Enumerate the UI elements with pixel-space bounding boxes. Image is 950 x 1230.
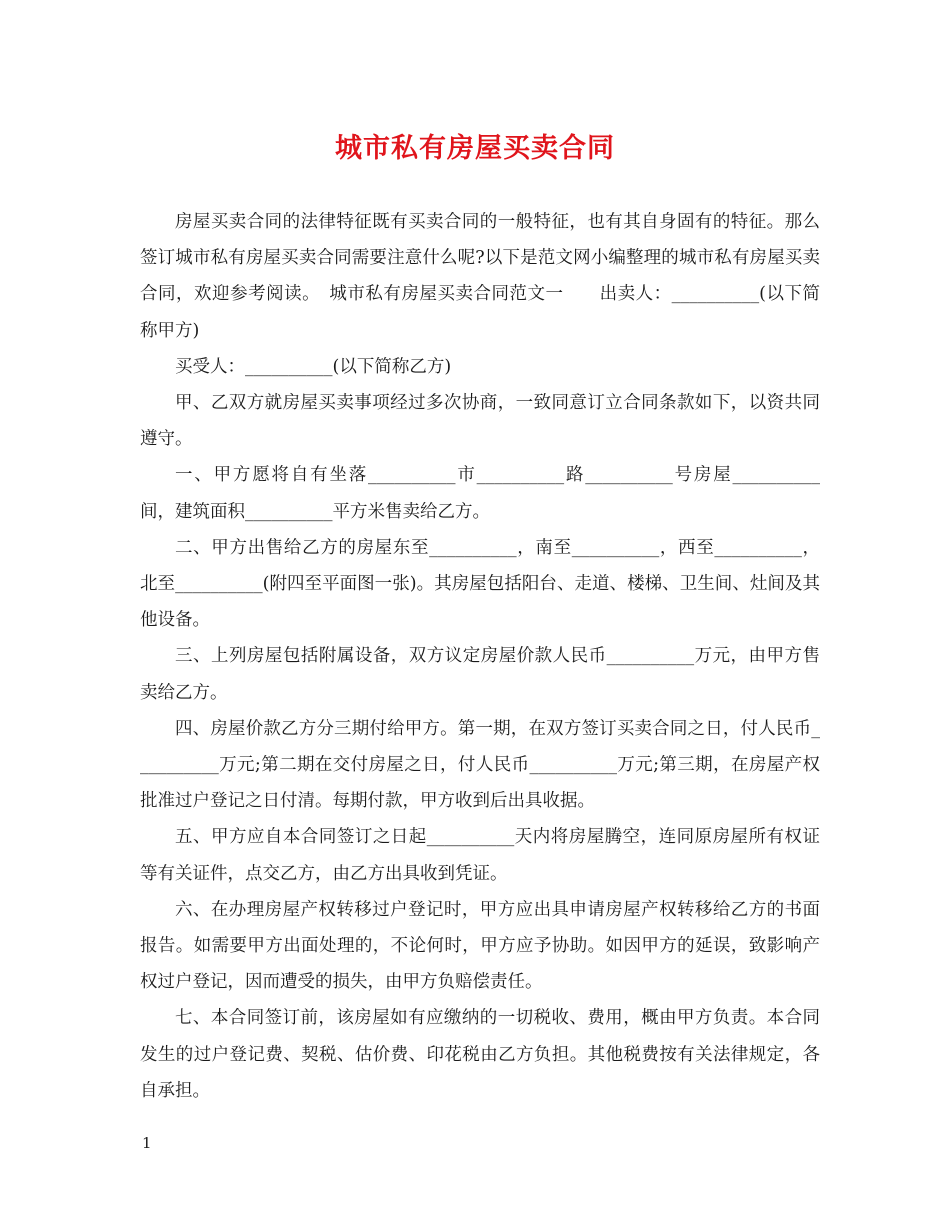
paragraph-intro: 房屋买卖合同的法律特征既有买卖合同的一般特征，也有其自身固有的特征。那么签订城市私有房屋买卖合同需要注意什么呢?以下是范文网小编整理的城市私有房屋买卖合同，欢迎参考阅读。 城市私有房屋买卖合同范文一 出卖人：__________(以下简称甲方) [140, 212, 820, 341]
document-body [140, 204, 820, 1109]
paragraph-clause-6: 六、在办理房屋产权转移过户登记时，甲方应出具申请房屋产权转移给乙方的书面报告。如需要甲方出面处理的，不论何时，甲方应予协助。如因甲方的延误，致影响产权过户登记，因而遭受的损失，由甲方负赔偿责任。 [140, 899, 820, 993]
paragraph-clause-1: 一、甲方愿将自有坐落__________市__________路__________号房屋__________间，建筑面积__________平方米售卖给乙方。 [140, 465, 820, 522]
document-title: 城市私有房屋买卖合同 [335, 133, 615, 164]
paragraph-clause-7: 七、本合同签订前，该房屋如有应缴纳的一切税收、费用，概由甲方负责。本合同发生的过户登记费、契税、估价费、印花税由乙方负担。其他税费按有关法律规定，各自承担。 [140, 1008, 820, 1101]
paragraph-agreement: 甲、乙双方就房屋买卖事项经过多次协商，一致同意订立合同条款如下，以资共同遵守。 [140, 393, 820, 450]
paragraph-clause-3: 三、上列房屋包括附属设备，双方议定房屋价款人民币__________万元，由甲方售卖给乙方。 [140, 646, 820, 703]
paragraph-clause-2: 二、甲方出售给乙方的房屋东至__________，南至__________，西至__________，北至__________(附四至平面图一张)。其房屋包括阳台、走道、楼梯、卫生间、灶间及其他设备。 [140, 537, 820, 631]
paragraph-buyer: 买受人：__________(以下简称乙方) [175, 356, 452, 377]
paragraph-clause-5: 五、甲方应自本合同签订之日起__________天内将房屋腾空，连同原房屋所有权证等有关证件，点交乙方，由乙方出具收到凭证。 [140, 827, 820, 884]
paragraph-clause-4: 四、房屋价款乙方分三期付给甲方。第一期，在双方签订买卖合同之日，付人民币__________万元;第二期在交付房屋之日，付人民币__________万元;第三期，在房屋产权批准过户登记之日付清。每期付款，甲方收到后出具收据。 [140, 718, 820, 812]
page-number: 1 [142, 1134, 152, 1152]
